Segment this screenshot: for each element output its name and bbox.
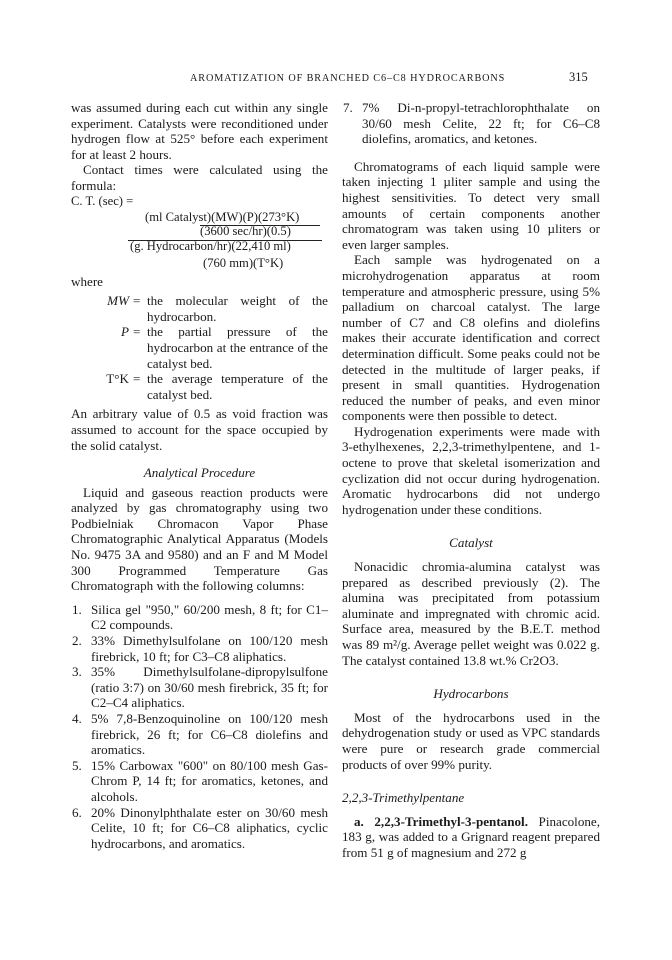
paragraph: Chromatograms of each liquid sample were taken injecting 1 µliter sample and using the highest sensitivities. To detect very small amounts of certain components another chromatogram was taken using 10 µliters or even larger samples. xyxy=(342,158,600,252)
page-number: 315 xyxy=(569,70,588,84)
list-item: 1. Silica gel "950," 60/200 mesh, 8 ft; for C1–C2 compounds. xyxy=(72,601,328,633)
formula-denominator-divisor: (760 mm)(T°K) xyxy=(203,255,284,270)
definition-item: T°K = the average temperature of the catalyst bed. xyxy=(71,371,328,402)
section-heading: Analytical Procedure xyxy=(143,465,256,481)
paragraph-text: Pinacolone, 183 g, was added to a Grignard reagent prepared from 51 g of magnesium and 272 g xyxy=(342,813,600,860)
paragraph: Hydrogenation experiments were made with 3-ethylhexenes, 2,2,3-trimethylpentene, and 1-octene to prove that skeletal isomerization and cyclization did not occur during hydrogenation. Aromatic hydrocarbons did not undergo hydrogenation under these conditions. xyxy=(342,423,600,517)
left-column xyxy=(71,100,328,851)
list-item: 4. 5% 7,8-Benzoquinoline on 100/120 mesh firebrick, 26 ft; for C6–C8 diolefins and aromatics. xyxy=(72,711,328,758)
definition-text: the partial pressure of the hydrocarbon at the entrance of the catalyst bed. xyxy=(147,324,328,371)
running-head: AROMATIZATION OF BRANCHED C6–C8 HYDROCARBONS xyxy=(190,73,506,84)
paragraph-lead: a. 2,2,3-Trimethyl-3-pentanol. xyxy=(354,813,528,829)
paragraph: Liquid and gaseous reaction products were analyzed by gas chromatography using two Podbielniak Chromacon Vapor Phase Chromatographic Analytical Apparatus (Models No. 9475 3A and 9580) and an F and M Model 300 Programmed Temperature Gas Chromatograph with the following columns: xyxy=(71,484,328,594)
contact-time-formula xyxy=(71,194,328,274)
definition-text: the average temperature of the catalyst bed. xyxy=(147,371,328,402)
definition-item: P = the partial pressure of the hydrocarbon at the entrance of the catalyst bed. xyxy=(71,324,328,371)
definition-term: T°K xyxy=(106,371,129,387)
paragraph: Nonacidic chromia-alumina catalyst was prepared as described previously (2). The alumina was precipitated from potassium aluminate and impregnated with chromic acid. Surface area, measured by the B.E.T. method was 89 m²/g. Average pellet weight was 0.022 g. The catalyst contained 13.8 wt.% Cr2O3. xyxy=(342,559,600,668)
list-item: 2. 33% Dimethylsulfolane on 100/120 mesh firebrick, 10 ft; for C3–C8 aliphatics. xyxy=(72,633,328,664)
paragraph: Most of the hydrocarbons used in the dehydrogenation study or used as VPC standards were pure or research grade commercial products of over 99% purity. xyxy=(342,709,600,772)
paragraph: An arbitrary value of 0.5 as void fraction was assumed to account for the space occupied by the solid catalyst. xyxy=(71,406,328,453)
formula-denominator: (g. Hydrocarbon/hr)(22,410 ml) xyxy=(130,238,291,253)
list-item: 7. 7% Di-n-propyl-tetrachlorophthalate on 30/60 mesh Celite, 22 ft; for C6–C8 diolefins, aromatics, and ketones. xyxy=(343,100,600,147)
paragraph: Each sample was hydrogenated on a microhydrogenation apparatus at room temperature and atmospheric pressure, using 5% palladium on charcoal catalyst. The large number of C7 and C8 olefins and diolefins makes their accurate identification and correct determination difficult. Some peaks could not be detected in the multitude of larger peaks, if present in small quantities. Hydrogenation reduced the number of peaks, and even minor components were then possible to detect. xyxy=(342,252,600,424)
paragraph: Contact times were calculated using the formula: xyxy=(71,162,328,193)
column-list-continued xyxy=(342,100,600,147)
definitions-list xyxy=(71,293,328,402)
formula-lhs: C. T. (sec) = xyxy=(71,193,134,208)
formula-numerator-divisor: (3600 sec/hr)(0.5) xyxy=(200,223,291,238)
section-heading: Hydrocarbons xyxy=(433,686,509,702)
formula-numerator: (ml Catalyst)(MW)(P)(273°K) xyxy=(145,209,300,224)
paragraph: was assumed during each cut within any single experiment. Catalysts were reconditioned under hydrogen flow at 525° before each experiment for at least 2 hours. xyxy=(71,100,328,162)
paragraph xyxy=(342,814,600,861)
subsection-heading: 2,2,3-Trimethylpentane xyxy=(342,790,465,806)
list-item: 3. 35% Dimethylsulfolane-dipropylsulfone (ratio 3:7) on 30/60 mesh firebrick, 35 ft; for C2–C4 aliphatics. xyxy=(72,664,328,711)
definition-term: P xyxy=(121,324,129,340)
definition-item: MW = the molecular weight of the hydrocarbon. xyxy=(71,293,328,324)
definition-text: the molecular weight of the hydrocarbon. xyxy=(147,293,328,324)
list-item: 6. 20% Dinonylphthalate ester on 30/60 mesh Celite, 10 ft; for C6–C8 aliphatics, cyclic hydrocarbons, and aromatics. xyxy=(72,804,328,851)
list-item: 5. 15% Carbowax "600" on 80/100 mesh Gas-Chrom P, 14 ft; for aromatics, ketones, and alcohols. xyxy=(72,757,328,804)
section-heading: Catalyst xyxy=(449,535,493,551)
definition-term: MW xyxy=(107,293,129,309)
column-list xyxy=(71,602,328,852)
right-column xyxy=(342,100,600,861)
where-label: where xyxy=(71,273,103,289)
